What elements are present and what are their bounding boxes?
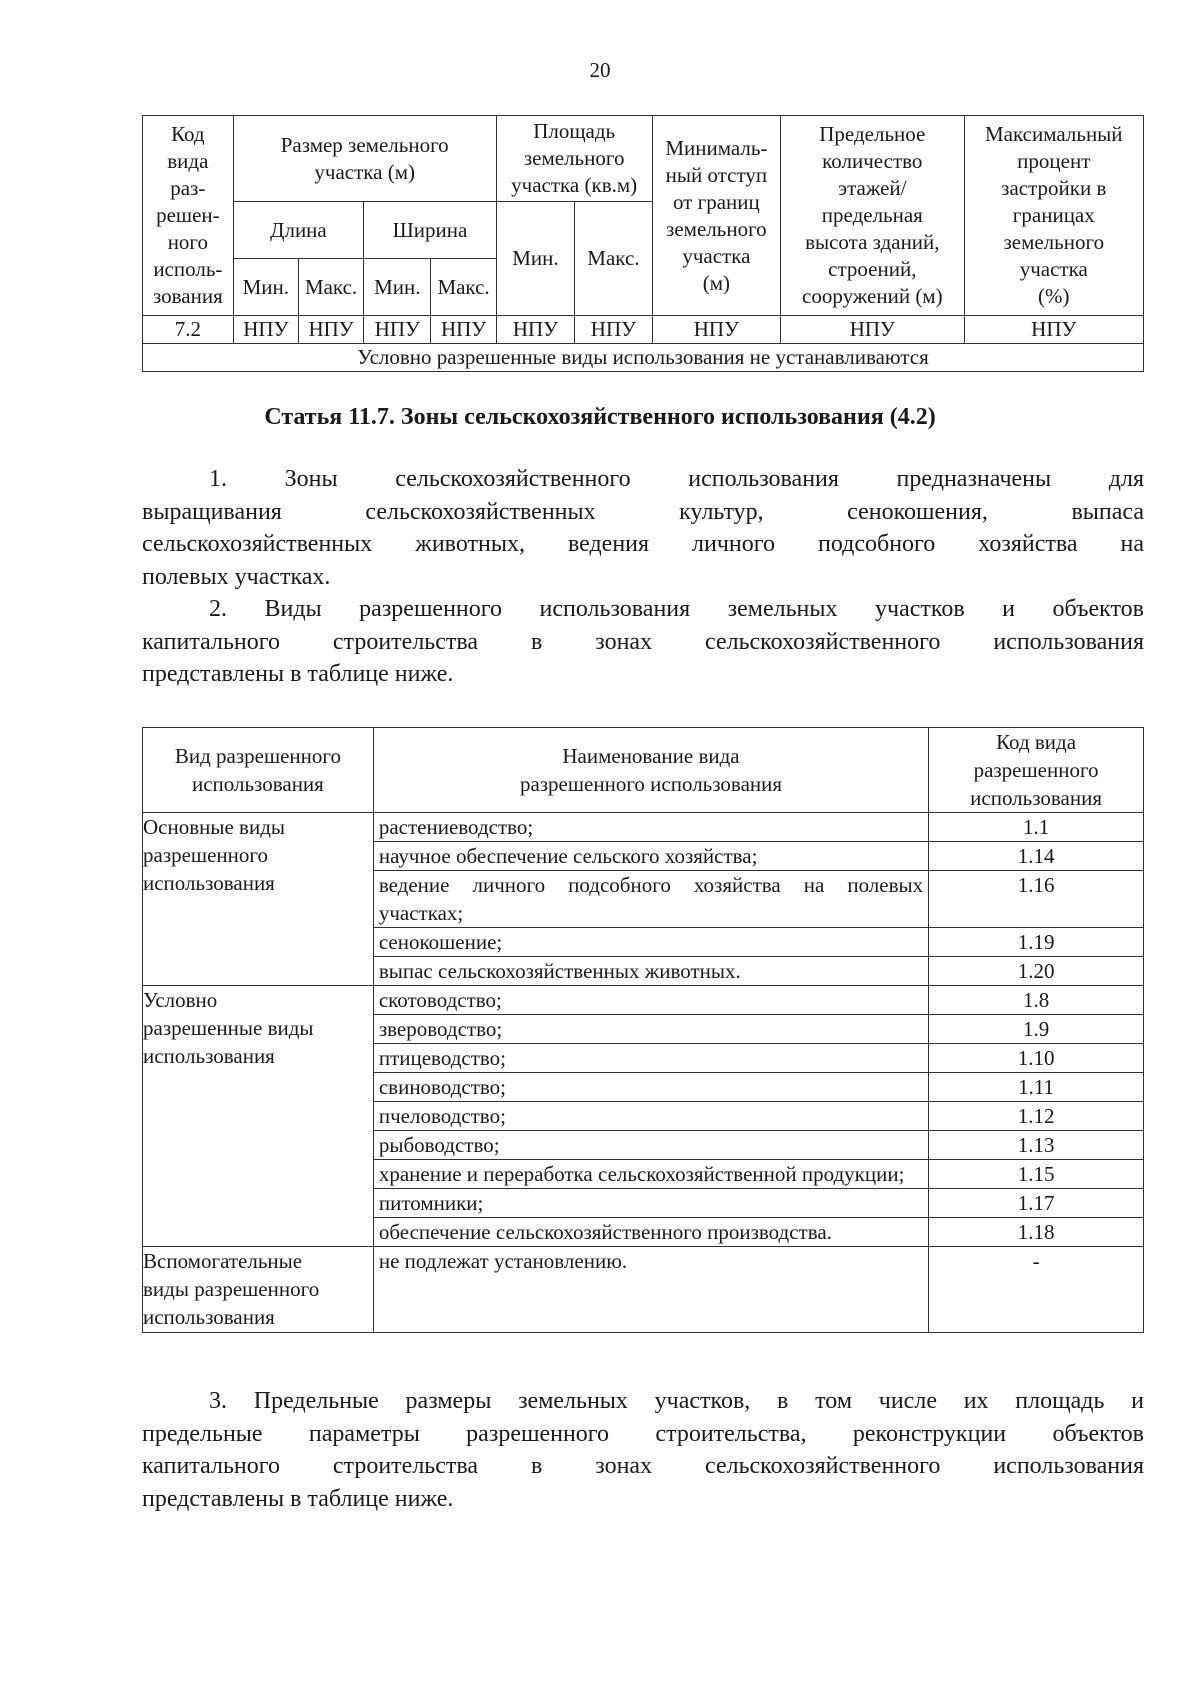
paragraph-line: выращивания сельскохозяйственных культур, сенокошения, выпаса — [142, 498, 1144, 525]
header-floors — [781, 116, 964, 316]
cell-line: использования — [143, 871, 275, 895]
header-use-type — [143, 728, 374, 813]
table-cell: НПУ — [652, 316, 780, 344]
category-main — [143, 813, 374, 986]
use-name: скотоводство; — [373, 986, 928, 1015]
header-area-max: Макс. — [575, 202, 652, 316]
cell-line: участка — [682, 243, 751, 268]
permitted-use-table — [142, 727, 1144, 1333]
cell-line: от границ — [672, 189, 760, 214]
table-row — [143, 316, 1144, 344]
cell-line: использования — [970, 786, 1102, 810]
cell-line: процент — [1017, 149, 1091, 173]
cell-line: разрешенного — [973, 758, 1099, 782]
use-code: 1.11 — [929, 1073, 1144, 1102]
cell-line: Основные виды — [143, 815, 286, 839]
cell-line: Код вида — [996, 730, 1077, 754]
paragraph-2 — [142, 593, 1144, 691]
header-code — [143, 116, 234, 316]
cell-line: (%) — [1038, 284, 1070, 308]
category-auxiliary — [143, 1247, 374, 1333]
cell-line: (м) — [702, 270, 730, 295]
paragraph-line: сельскохозяйственных животных, ведения личного подсобного хозяйства на — [142, 531, 1144, 557]
cell-line: земельного — [666, 216, 767, 241]
cell-line: количество — [822, 149, 923, 173]
header-length: Длина — [233, 202, 363, 259]
cell-line: Условно — [143, 988, 218, 1012]
paragraph-line: предельные параметры разрешенного строительства, реконструкции объектов — [142, 1420, 1144, 1447]
cell-line: Площадь — [533, 119, 616, 143]
header-width-min: Мин. — [364, 259, 431, 316]
cell-line: раз- — [170, 176, 206, 200]
table-cell: НПУ — [496, 316, 574, 344]
use-name: обеспечение сельскохозяйственного производства. — [373, 1218, 928, 1247]
use-code: 1.17 — [929, 1189, 1144, 1218]
use-name: растениеводство; — [373, 813, 928, 842]
use-name: свиноводство; — [373, 1073, 928, 1102]
paragraph-line: представлены в таблице ниже. — [142, 1485, 454, 1512]
paragraph-3 — [142, 1385, 1144, 1515]
header-coverage — [964, 116, 1143, 316]
cell-line: земельного — [1003, 230, 1105, 254]
use-code: 1.14 — [929, 842, 1144, 871]
use-name: пчеловодство; — [373, 1102, 928, 1131]
paragraph-line: представлены в таблице ниже. — [142, 661, 454, 687]
use-name: сенокошение; — [373, 928, 928, 957]
cell-line: Размер земельного — [280, 132, 449, 157]
cell-line: земельного — [523, 146, 625, 170]
use-name: хранение и переработка сельскохозяйственной продукции; — [373, 1160, 928, 1189]
header-setback — [652, 116, 780, 316]
table-cell: НПУ — [233, 316, 298, 344]
cell-line: Код — [171, 122, 205, 146]
cell-line: Максимальный — [985, 122, 1123, 146]
cell-line: участка (м) — [314, 159, 416, 184]
cell-line: ного — [167, 230, 209, 254]
cell-line: Предельное — [819, 122, 926, 146]
cell-line: вида — [167, 149, 209, 173]
cell-line: Вспомогательные — [143, 1249, 303, 1273]
cell-line: Наименование вида — [562, 744, 740, 768]
use-name: рыбоводство; — [373, 1131, 928, 1160]
use-name: выпас сельскохозяйственных животных. — [373, 957, 928, 986]
use-code: 1.8 — [929, 986, 1144, 1015]
header-length-min: Мин. — [233, 259, 298, 316]
table-cell: НПУ — [298, 316, 363, 344]
header-use-code — [929, 728, 1144, 813]
cell-line: разрешенные виды — [143, 1016, 314, 1040]
article-heading: Статья 11.7. Зоны сельскохозяйственного использования (4.2) — [264, 404, 936, 430]
header-area — [496, 116, 652, 202]
table-cell: НПУ — [781, 316, 964, 344]
paragraph-line: капитального строительства в зонах сельскохозяйственного использования — [142, 628, 1144, 655]
paragraph-line: 2. Виды разрешенного использования земельных участков и объектов — [209, 596, 1144, 622]
use-name: птицеводство; — [373, 1044, 928, 1073]
use-name: не подлежат установлению. — [373, 1247, 928, 1333]
paragraph-line: 3. Предельные размеры земельных участков, в том числе их площадь и — [209, 1388, 1144, 1414]
header-use-name — [373, 728, 928, 813]
page-number: 20 — [589, 58, 611, 82]
cell-line: ный отступ — [665, 162, 768, 187]
cell-line: участка (кв.м) — [511, 173, 638, 197]
use-code: 1.10 — [929, 1044, 1144, 1073]
cell-line: этажей/ — [838, 176, 907, 200]
parameters-table — [142, 115, 1144, 372]
use-code: 1.16 — [929, 871, 1144, 928]
table-row — [143, 1247, 1144, 1333]
cell-line: использования — [191, 772, 324, 796]
cell-line: разрешенного использования — [519, 772, 783, 796]
use-code: - — [929, 1247, 1144, 1333]
cell-line: решен- — [156, 203, 220, 227]
cell-line: сооружений (м) — [802, 284, 943, 308]
header-width-max: Макс. — [431, 259, 496, 316]
use-name: питомники; — [373, 1189, 928, 1218]
use-code: 1.20 — [929, 957, 1144, 986]
table-note: Условно разрешенные виды использования не устанавливаются — [143, 344, 1144, 372]
use-name: ведение личного подсобного хозяйства на полевых участках; — [373, 871, 928, 928]
paragraph-1 — [142, 463, 1144, 593]
use-code: 1.15 — [929, 1160, 1144, 1189]
cell-line: застройки в — [1001, 176, 1107, 200]
use-name: научное обеспечение сельского хозяйства; — [373, 842, 928, 871]
cell-line: предельная — [821, 203, 923, 227]
header-area-min: Мин. — [496, 202, 574, 316]
header-width: Ширина — [364, 202, 497, 259]
cell-line: высота зданий, — [805, 230, 940, 254]
use-name: звероводство; — [373, 1015, 928, 1044]
table-row — [143, 986, 1144, 1015]
header-plot-size — [233, 116, 496, 202]
use-code: 1.12 — [929, 1102, 1144, 1131]
use-code: 1.1 — [929, 813, 1144, 842]
table-cell: 7.2 — [143, 316, 234, 344]
use-code: 1.9 — [929, 1015, 1144, 1044]
use-code: 1.19 — [929, 928, 1144, 957]
cell-line: Вид разрешенного — [174, 744, 342, 768]
cell-line: виды разрешенного — [143, 1277, 320, 1301]
table-row — [143, 813, 1144, 842]
table-cell: НПУ — [964, 316, 1143, 344]
table-cell: НПУ — [575, 316, 652, 344]
paragraph-line: капитального строительства в зонах сельскохозяйственного использования — [142, 1453, 1144, 1479]
use-code: 1.13 — [929, 1131, 1144, 1160]
cell-line: строений, — [828, 257, 917, 281]
cell-line: участка — [1019, 257, 1088, 281]
category-conditional — [143, 986, 374, 1247]
header-length-max: Макс. — [298, 259, 363, 316]
paragraph-line: 1. Зоны сельскохозяйственного использования предназначены для — [209, 466, 1144, 492]
cell-line: границах — [1012, 203, 1095, 227]
cell-line: Минималь- — [665, 135, 768, 160]
cell-line: использования — [143, 1305, 275, 1329]
table-cell: НПУ — [364, 316, 431, 344]
cell-line: исполь- — [153, 257, 223, 281]
table-cell: НПУ — [431, 316, 496, 344]
cell-line: разрешенного — [143, 843, 268, 867]
cell-line: зования — [152, 284, 223, 308]
use-code: 1.18 — [929, 1218, 1144, 1247]
cell-line: использования — [143, 1044, 275, 1068]
paragraph-line: полевых участках. — [142, 563, 331, 590]
